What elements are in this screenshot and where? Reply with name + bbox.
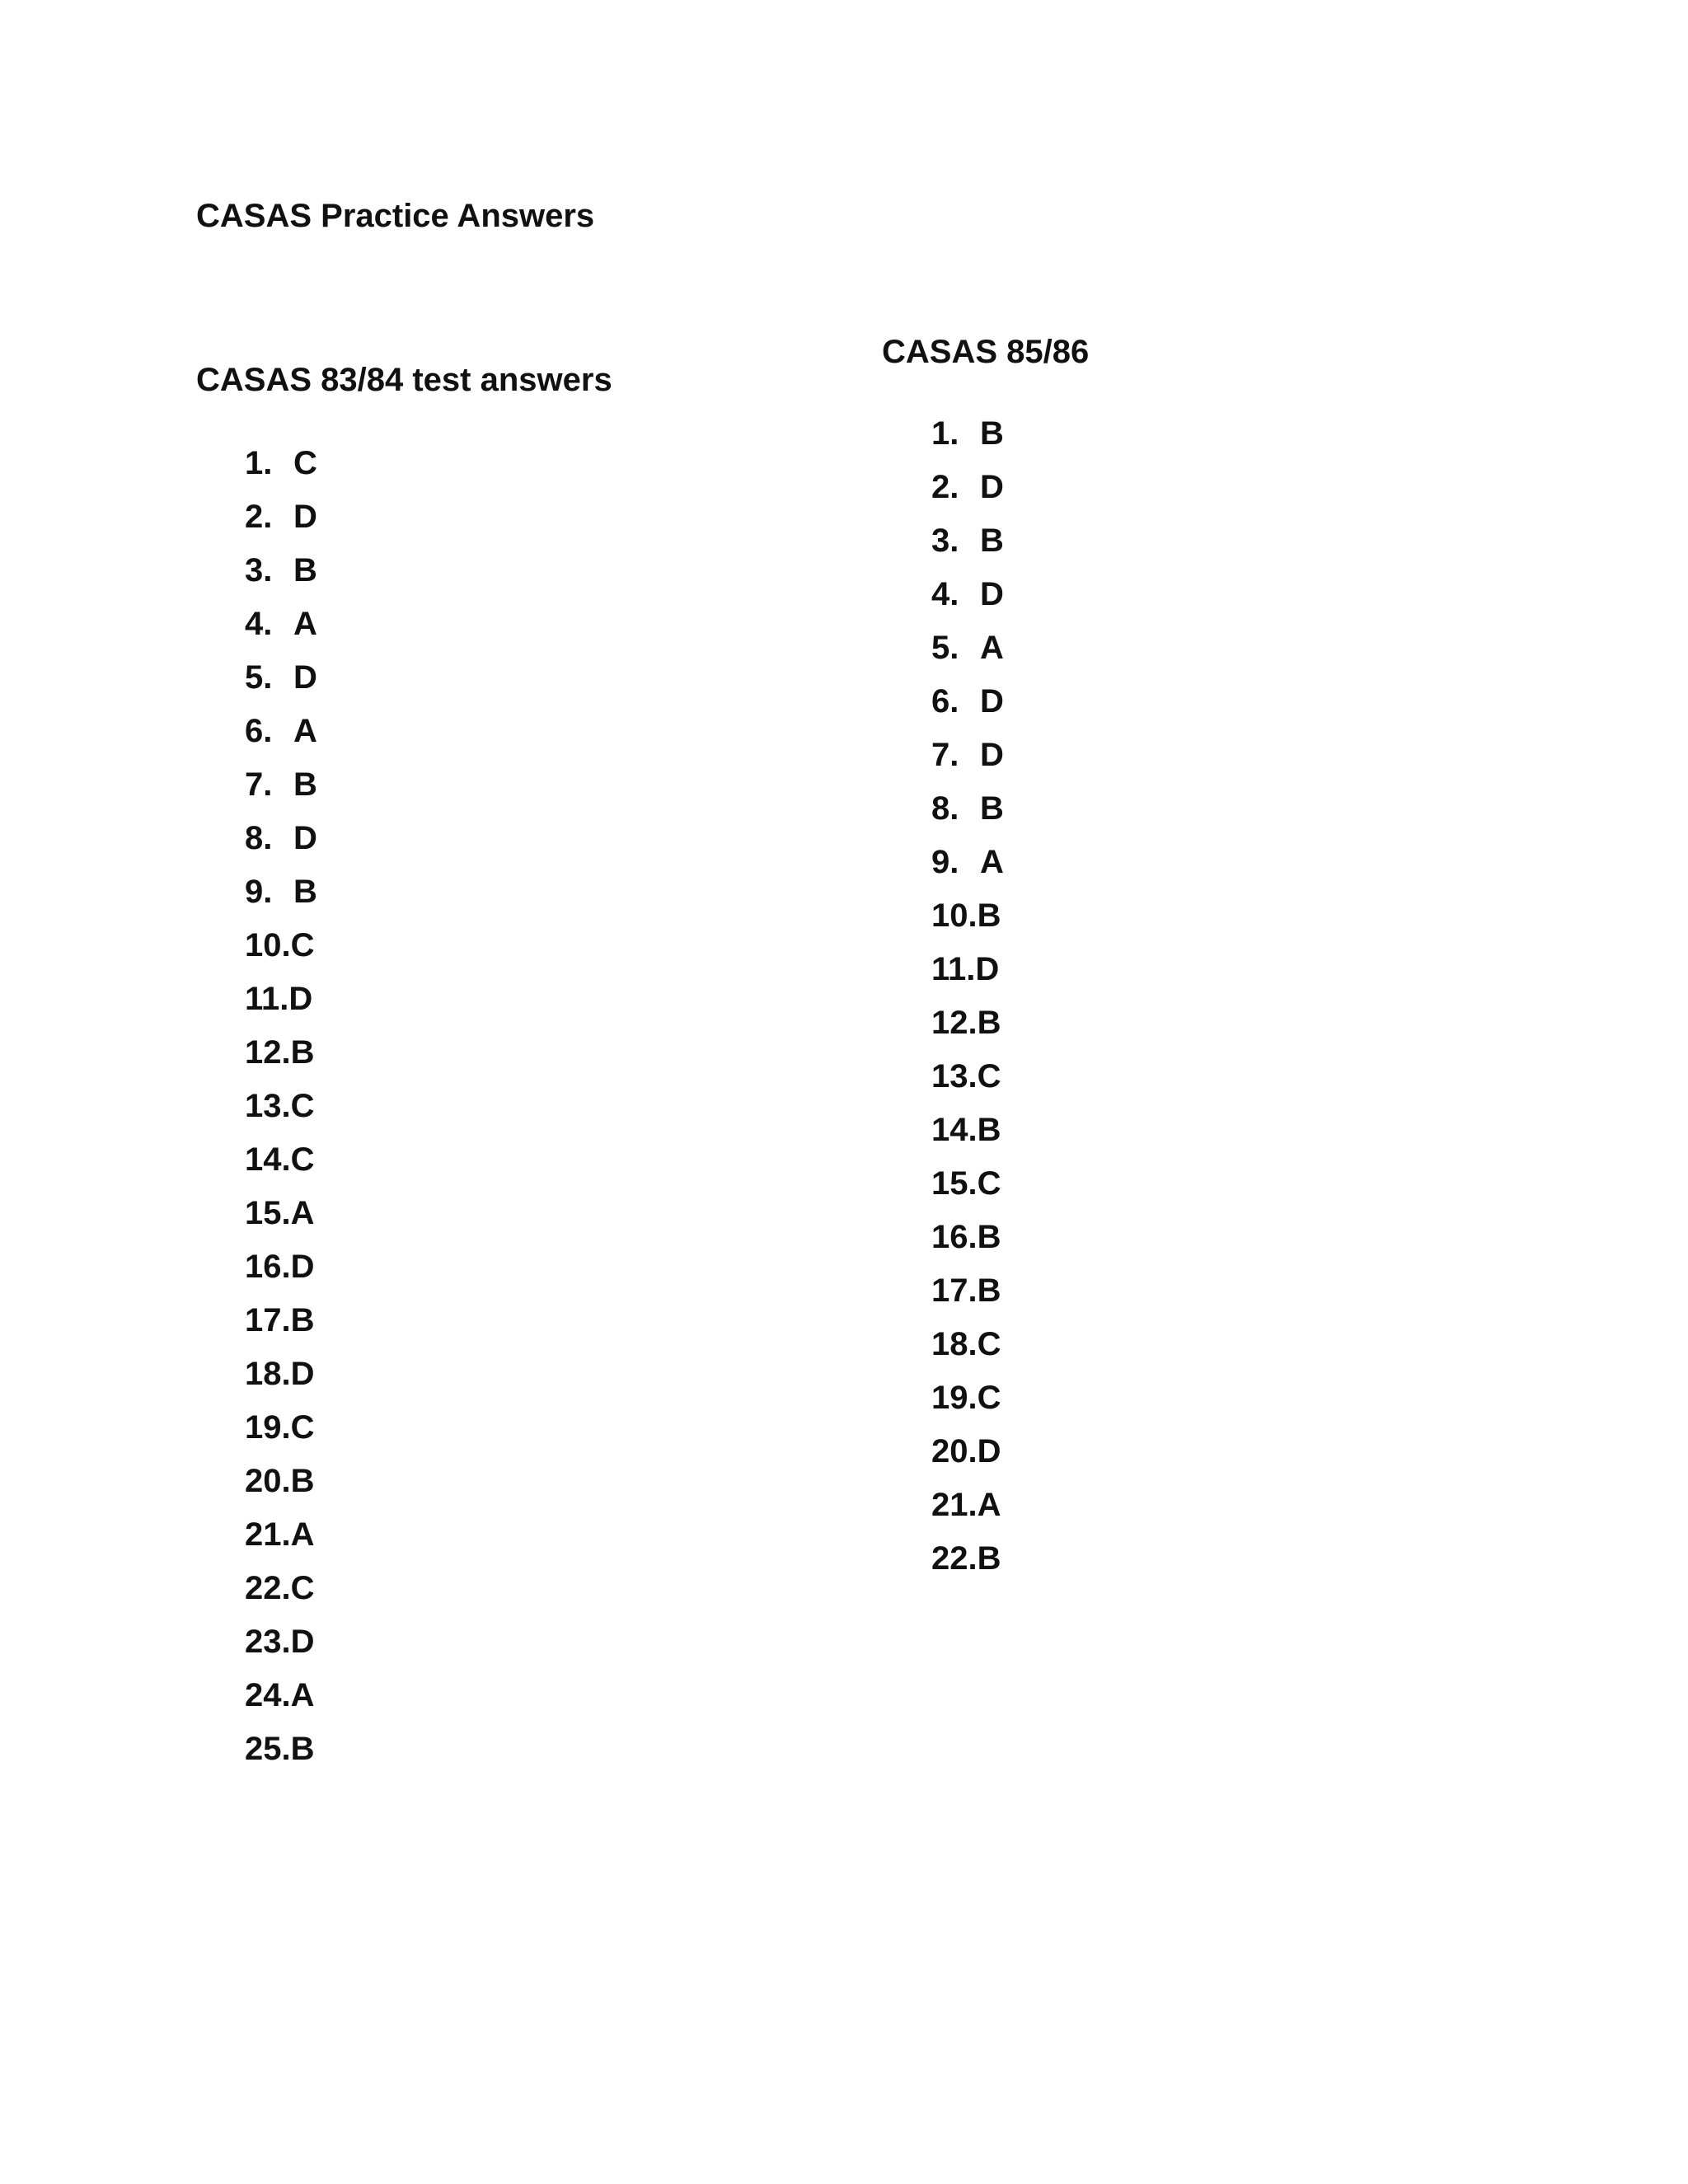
question-number: 2. [245, 499, 273, 535]
answer-letter: A [293, 713, 317, 749]
question-number: 14. [931, 1112, 978, 1148]
answer-letter: D [980, 683, 1004, 719]
question-number: 1. [931, 415, 959, 452]
question-number: 10. [931, 898, 978, 934]
answer-item [245, 763, 317, 817]
answer-list-85-86 [931, 412, 1004, 1591]
answer-item [245, 549, 317, 602]
answer-item [245, 442, 317, 495]
answer-item [245, 1245, 317, 1299]
section-heading-83-84: CASAS 83/84 test answers [196, 362, 612, 398]
question-number: 18. [245, 1356, 291, 1392]
question-number: 7. [931, 737, 959, 773]
answer-item [931, 1376, 1004, 1430]
answer-letter: C [977, 1326, 1001, 1362]
answer-letter: B [977, 898, 1001, 934]
answer-item [931, 1001, 1004, 1055]
answer-letter: D [293, 659, 317, 696]
question-number: 16. [931, 1219, 978, 1255]
answer-item [245, 870, 317, 924]
answer-item [931, 466, 1004, 519]
answer-letter: C [977, 1165, 1001, 1202]
question-number: 15. [931, 1165, 978, 1202]
answer-letter: C [290, 1570, 315, 1606]
answer-letter: D [980, 469, 1004, 505]
answer-item [245, 495, 317, 549]
answer-letter: D [975, 951, 1000, 987]
answer-item [245, 1674, 317, 1727]
answer-item [245, 602, 317, 656]
answer-item [245, 1031, 317, 1085]
answer-item [931, 841, 1004, 894]
question-number: 3. [245, 552, 273, 588]
answer-letter: A [290, 1677, 315, 1713]
answer-letter: B [290, 1302, 315, 1338]
question-number: 6. [931, 683, 959, 719]
question-number: 14. [245, 1141, 291, 1178]
answer-item [931, 733, 1004, 787]
answer-letter: C [977, 1058, 1001, 1094]
answer-item [931, 1537, 1004, 1591]
answer-item [245, 1406, 317, 1460]
answer-item [245, 1138, 317, 1192]
answer-item [245, 1620, 317, 1674]
question-number: 17. [931, 1272, 978, 1309]
answer-letter: B [977, 1112, 1001, 1148]
question-number: 4. [245, 606, 273, 642]
question-number: 13. [245, 1088, 291, 1124]
answer-letter: D [290, 1624, 315, 1660]
answer-letter: D [977, 1433, 1001, 1469]
answer-letter: B [290, 1731, 315, 1767]
page-title: CASAS Practice Answers [196, 198, 595, 234]
question-number: 12. [245, 1034, 291, 1071]
answer-letter: B [290, 1463, 315, 1499]
answer-letter: B [293, 766, 317, 803]
answer-letter: A [977, 1487, 1001, 1523]
question-number: 9. [245, 874, 273, 910]
question-number: 7. [245, 766, 273, 803]
answer-item [931, 680, 1004, 733]
question-number: 20. [245, 1463, 291, 1499]
answer-item [931, 573, 1004, 626]
question-number: 19. [931, 1380, 978, 1416]
question-number: 25. [245, 1731, 291, 1767]
answer-letter: A [980, 844, 1004, 880]
question-number: 24. [245, 1677, 291, 1713]
answer-item [245, 977, 317, 1031]
answer-letter: B [977, 1272, 1001, 1309]
answer-letter: A [980, 630, 1004, 666]
answer-letter: C [290, 1141, 315, 1178]
answer-item [931, 1055, 1004, 1108]
question-number: 8. [245, 820, 273, 856]
question-number: 16. [245, 1249, 291, 1285]
answer-letter: A [290, 1516, 315, 1553]
section-heading-85-86: CASAS 85/86 [882, 334, 1090, 370]
answer-item [245, 1085, 317, 1138]
answer-item [931, 1216, 1004, 1269]
answer-item [931, 412, 1004, 466]
answer-item [245, 710, 317, 763]
answer-item [245, 1192, 317, 1245]
answer-letter: C [293, 445, 317, 481]
answer-letter: D [293, 820, 317, 856]
question-number: 4. [931, 576, 959, 612]
question-number: 8. [931, 790, 959, 827]
answer-letter: A [293, 606, 317, 642]
question-number: 6. [245, 713, 273, 749]
answer-letter: B [977, 1005, 1001, 1041]
question-number: 3. [931, 523, 959, 559]
answer-letter: C [977, 1380, 1001, 1416]
answer-item [245, 656, 317, 710]
question-number: 12. [931, 1005, 978, 1041]
question-number: 23. [245, 1624, 291, 1660]
answer-item [245, 1352, 317, 1406]
question-number: 15. [245, 1195, 291, 1231]
answer-item [931, 1323, 1004, 1376]
answer-item [245, 1727, 317, 1781]
answer-item [931, 519, 1004, 573]
answer-letter: B [290, 1034, 315, 1071]
answer-letter: D [290, 1249, 315, 1285]
question-number: 20. [931, 1433, 978, 1469]
answer-letter: D [290, 1356, 315, 1392]
answer-item [931, 1162, 1004, 1216]
answer-item [245, 1567, 317, 1620]
question-number: 18. [931, 1326, 978, 1362]
answer-letter: B [980, 790, 1004, 827]
answer-letter: B [980, 415, 1004, 452]
question-number: 2. [931, 469, 959, 505]
question-number: 5. [931, 630, 959, 666]
answer-letter: D [293, 499, 317, 535]
question-number: 1. [245, 445, 273, 481]
answer-item [931, 787, 1004, 841]
question-number: 19. [245, 1409, 291, 1446]
answer-letter: D [980, 576, 1004, 612]
answer-letter: B [980, 523, 1004, 559]
answer-item [931, 948, 1004, 1001]
question-number: 10. [245, 927, 291, 963]
answer-item [245, 1513, 317, 1567]
answer-item [931, 1430, 1004, 1483]
answer-item [931, 1108, 1004, 1162]
answer-letter: B [293, 552, 317, 588]
question-number: 22. [245, 1570, 291, 1606]
answer-letter: A [290, 1195, 315, 1231]
answer-item [245, 924, 317, 977]
answer-letter: B [977, 1219, 1001, 1255]
question-number: 21. [245, 1516, 291, 1553]
answer-letter: B [293, 874, 317, 910]
question-number: 13. [931, 1058, 978, 1094]
answer-letter: D [288, 981, 313, 1017]
answer-item [931, 1483, 1004, 1537]
question-number: 21. [931, 1487, 978, 1523]
answer-letter: B [977, 1540, 1001, 1577]
question-number: 11. [931, 951, 976, 987]
answer-item [245, 1299, 317, 1352]
answer-item [931, 894, 1004, 948]
answer-list-83-84 [245, 442, 317, 1781]
question-number: 5. [245, 659, 273, 696]
answer-item [245, 817, 317, 870]
question-number: 17. [245, 1302, 291, 1338]
answer-letter: C [290, 927, 315, 963]
answer-letter: C [290, 1409, 315, 1446]
question-number: 11. [245, 981, 289, 1017]
question-number: 22. [931, 1540, 978, 1577]
answer-letter: D [980, 737, 1004, 773]
answer-item [931, 626, 1004, 680]
answer-item [931, 1269, 1004, 1323]
answer-letter: C [290, 1088, 315, 1124]
question-number: 9. [931, 844, 959, 880]
answer-item [245, 1460, 317, 1513]
